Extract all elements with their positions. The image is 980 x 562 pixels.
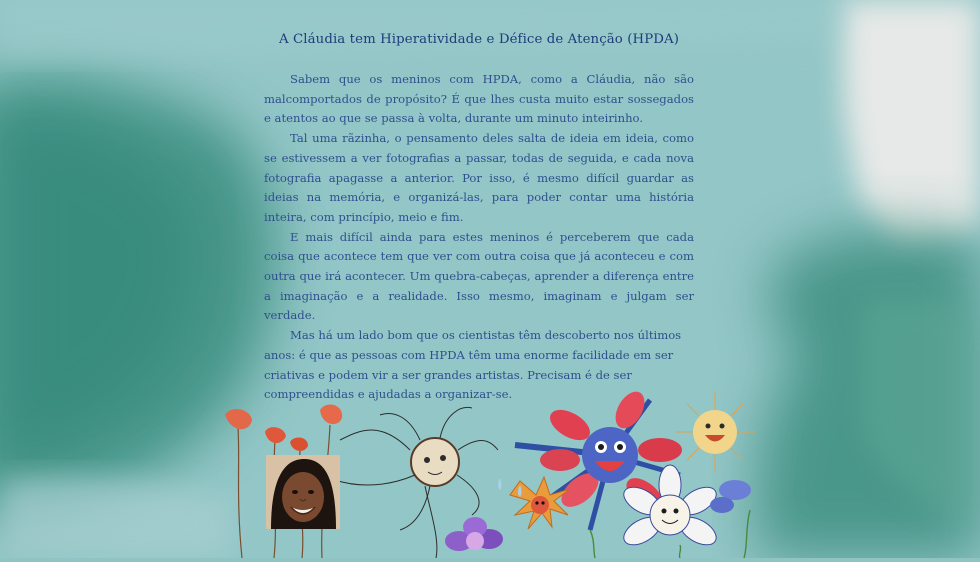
body-text [264, 70, 694, 405]
girl-portrait [266, 455, 340, 529]
paragraph-1: Sabem que os meninos com HPDA, como a Cláudia, não são malcomportados de propósito? É que lhes custa muito estar sossegados e atentos ao que se passa à volta, durante um minuto inteirinho. [264, 72, 694, 126]
page-title: A Cláudia tem Hiperatividade e Défice de Atenção (HPDA) [278, 32, 680, 47]
paragraph-4: Mas há um lado bom que os cientistas têm descoberto nos últimos anos: é que as pessoas com HPDA têm uma enorme facilidade em ser criativas e podem vir a ser grandes artistas. Precisam é de ser compreendidas e ajudadas a organizar-se. [264, 328, 682, 402]
paragraph-2: Tal uma rãzinha, o pensamento deles salta de ideia em ideia, como se estivessem a ver fotografias a passar, todas de seguida, e cada nova fotografia apagasse a anterior. Por isso, é mesmo difícil guardar as ideias na memória, e organizá-las, para poder contar uma história inteira, com princípio, meio e fim. [264, 131, 694, 224]
paragraph-3: E mais difícil ainda para estes meninos é perceberem que cada coisa que acontece tem que ver com outra coisa que já aconteceu e com outra que irá acontecer. Um quebra-cabeças, aprender a diferença entre a imaginação e a realidade. Isso mesmo, imaginam e julgam ser verdade. [264, 229, 694, 323]
